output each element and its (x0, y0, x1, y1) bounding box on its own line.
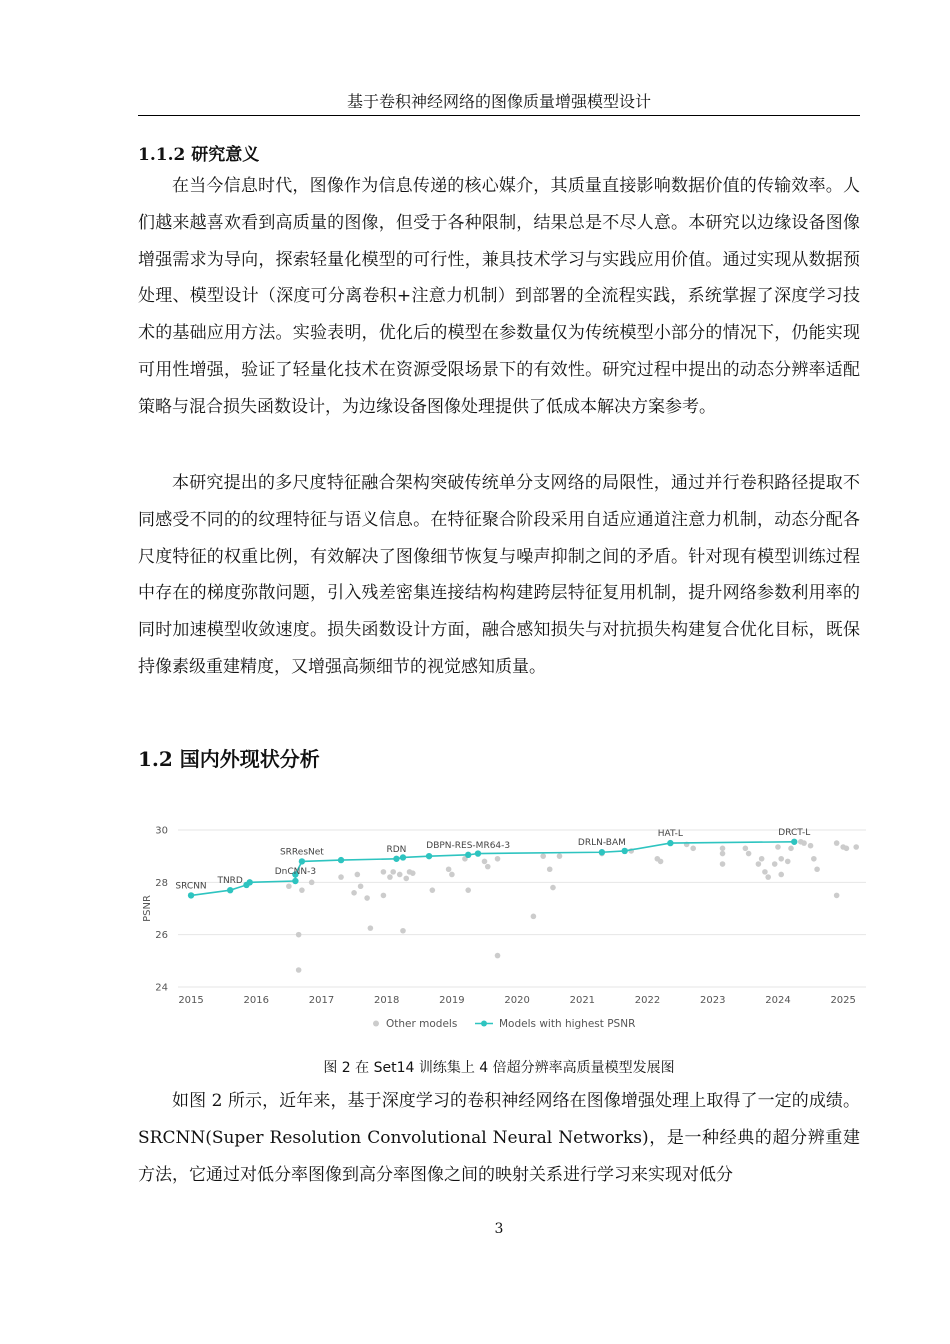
other-model-point (844, 846, 850, 852)
other-model-point (834, 893, 840, 899)
best-model-point (791, 839, 797, 845)
other-model-point (397, 872, 403, 878)
y-tick-label: 28 (155, 877, 168, 889)
best-model-point (622, 848, 628, 854)
other-model-point (358, 883, 364, 889)
other-model-point (557, 853, 563, 859)
psnr-chart-svg (138, 812, 874, 1042)
other-model-point (759, 856, 765, 862)
other-model-point (381, 893, 387, 899)
other-model-point (531, 914, 537, 920)
other-model-point (720, 846, 726, 852)
other-model-point (801, 840, 807, 846)
best-model-point (227, 887, 233, 893)
other-model-point (364, 895, 370, 901)
page-number: 3 (494, 1221, 504, 1237)
other-model-point (765, 874, 771, 880)
best-model-point (465, 852, 471, 858)
y-tick-label: 26 (155, 930, 168, 942)
other-model-point (390, 869, 396, 875)
section-heading-research-significance: 1.1.2 研究意义 (138, 145, 260, 165)
other-model-point (368, 925, 374, 931)
other-model-point (756, 861, 762, 867)
paragraph-research-significance: 在当今信息时代，图像作为信息传递的核心媒介，其质量直接影响数据价值的传输效率。人们越来越喜欢看到高质量的图像，但受于各种限制，结果总是不尽人意。本研究以边缘设备图像增强需求为导向，探索轻量化模型的可行性，兼具技术学习与实践应用价值。通过实现从数据预处理、模型设计（深度可分离卷积+注意力机制）到部署的全流程实践，系统掌握了深度学习技术的基础应用方法。实验表明，优化后的模型在参数量仅为传统模型小部分的情况下，仍能实现可用性增强，验证了轻量化技术在资源受限场景下的有效性。研究过程中提出的动态分辨率适配策略与混合损失函数设计，为边缘设备图像处理提供了低成本解决方案参考。 (138, 176, 860, 417)
other-model-point (746, 851, 752, 857)
legend-other-label: Other models (386, 1018, 458, 1030)
x-tick-label: 2018 (373, 995, 400, 1006)
x-tick-label: 2025 (830, 995, 856, 1006)
other-model-point (785, 859, 791, 865)
model-annotation: HAT-L (657, 829, 683, 840)
best-model-point (292, 878, 298, 884)
best-model-point (338, 857, 344, 863)
x-tick-label: 2022 (634, 995, 661, 1006)
best-model-point (299, 858, 305, 864)
other-model-point (658, 859, 664, 865)
x-tick-label: 2021 (569, 995, 596, 1006)
legend-best-label: Models with highest PSNR (499, 1018, 636, 1030)
model-annotation: TNRD (217, 876, 243, 887)
other-model-point (778, 872, 784, 878)
section-heading-status-analysis: 1.2 国内外现状分析 (138, 747, 320, 771)
best-model-point (247, 879, 253, 885)
other-model-point (449, 872, 455, 878)
other-model-point (772, 861, 778, 867)
other-model-point (296, 967, 302, 973)
other-model-point (495, 856, 501, 862)
model-annotation: SRCNN (175, 881, 207, 892)
other-model-point (309, 880, 315, 886)
other-model-point (465, 887, 471, 893)
legend-other-marker (373, 1021, 379, 1027)
other-model-point (550, 885, 556, 891)
other-model-point (762, 869, 768, 875)
model-annotation: DRCT-L (778, 827, 811, 838)
other-model-point (296, 932, 302, 938)
best-model-point (599, 849, 605, 855)
other-model-point (381, 869, 387, 875)
model-annotation: SRResNet (279, 847, 324, 858)
other-model-point (351, 890, 357, 896)
legend-best-marker (481, 1021, 487, 1027)
other-model-point (814, 866, 820, 872)
other-model-point (446, 866, 452, 872)
other-model-point (355, 872, 361, 878)
model-annotation: DnCNN-3 (274, 867, 317, 878)
paragraph-srcnn-intro: 如图 2 所示，近年来，基于深度学习的卷积神经网络在图像增强处理上取得了一定的成绩。SRCNN(Super Resolution Convolutional Neural Networks)，是一种经典的超分辨重建方法，它通过对低分率图像到高分率图像之间的映射关系进行学习来实现对低分 (138, 1091, 860, 1185)
other-model-point (720, 851, 726, 857)
x-tick-label: 2015 (178, 995, 204, 1006)
best-model-point (426, 853, 432, 859)
other-model-point (690, 846, 696, 852)
x-tick-label: 2016 (243, 995, 269, 1006)
x-tick-label: 2023 (700, 995, 726, 1006)
other-model-point (299, 887, 305, 893)
best-model-point (400, 854, 406, 860)
page-header: 基于卷积神经网络的图像质量增强模型设计 (138, 92, 860, 116)
best-model-point (393, 856, 399, 862)
best-model-point (188, 892, 194, 898)
other-model-point (403, 876, 409, 882)
other-model-point (778, 856, 784, 862)
other-model-point (286, 883, 292, 889)
other-model-point (387, 874, 393, 880)
x-tick-label: 2017 (308, 995, 335, 1006)
x-tick-label: 2019 (439, 995, 465, 1006)
best-model-point (667, 840, 673, 846)
other-model-point (743, 846, 749, 852)
other-model-point (540, 853, 546, 859)
other-model-point (400, 928, 406, 934)
paragraph-multiscale-architecture: 本研究提出的多尺度特征融合架构突破传统单分支网络的局限性，通过并行卷积路径提取不同感受不同的的纹理特征与语义信息。在特征聚合阶段采用自适应通道注意力机制，动态分配各尺度特征的权重比例，有效解决了图像细节恢复与噪声抑制之间的矛盾。针对现有模型训练过程中存在的梯度弥散问题，引入残差密集连接结构构建跨层特征复用机制，提升网络参数利用率的同时加速模型收敛速度。损失函数设计方面，融合感知损失与对抗损失构建复合优化目标，既保持像素级重建精度，又增强高频细节的视觉感知质量。 (138, 473, 860, 677)
other-model-point (547, 866, 553, 872)
other-model-point (430, 887, 436, 893)
other-model-point (788, 846, 794, 852)
model-annotation: RDN (386, 844, 407, 855)
other-model-point (808, 843, 814, 849)
other-model-point (834, 840, 840, 846)
psnr-chart (138, 812, 874, 1042)
model-annotation: DRLN-BAM (577, 838, 626, 849)
other-model-point (775, 844, 781, 850)
x-tick-label: 2020 (504, 995, 530, 1006)
y-axis-label: PSNR (142, 895, 153, 922)
other-model-point (410, 870, 416, 876)
other-model-point (811, 856, 817, 862)
figure-caption: 图 2 在 Set14 训练集上 4 倍超分辨率高质量模型发展图 (323, 1060, 675, 1076)
other-model-point (482, 859, 488, 865)
other-model-point (495, 953, 501, 959)
model-annotation: DBPN-RES-MR64-3 (426, 840, 511, 851)
x-tick-label: 2024 (765, 995, 791, 1006)
other-model-point (338, 874, 344, 880)
y-tick-label: 24 (155, 982, 168, 994)
other-model-point (720, 861, 726, 867)
other-model-point (853, 844, 859, 850)
y-tick-label: 30 (155, 825, 168, 837)
best-model-point (475, 850, 481, 856)
other-model-point (485, 864, 491, 870)
